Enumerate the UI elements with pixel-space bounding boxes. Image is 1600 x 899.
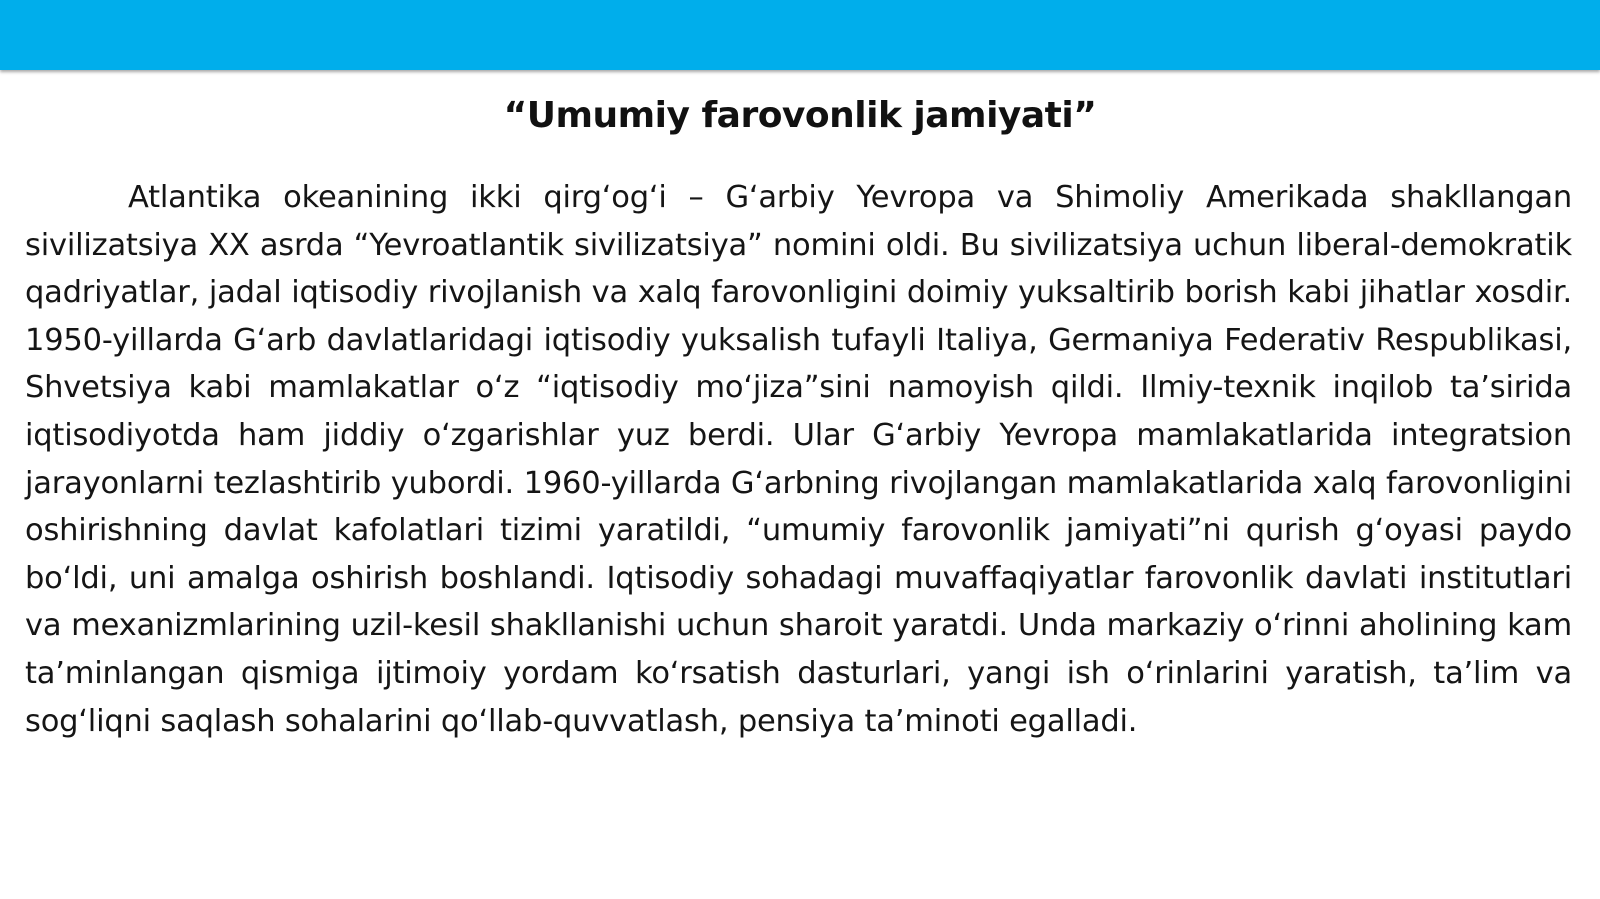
header-bar [0, 0, 1600, 70]
slide-title: “Umumiy farovonlik jamiyati” [503, 95, 1097, 136]
body-paragraph: Atlantika okeanining ikki qirgʻogʻi – Gʻarbiy Yevropa va Shimoliy Amerikada shakllangan sivilizatsiya XX asrda “Yevroatlantik sivilizatsiya” nomini oldi. Bu sivilizatsiya uchun liberal-demokratik qadriyatlar, jadal iqtisodiy rivojlanish va xalq farovonligini doimiy yuksaltirib borish kabi jihatlar xosdir. 1950-yillarda Gʻarb davlatlaridagi iqtisodiy yuksalish tufayli Italiya, Germaniya Federativ Respublikasi, Shvetsiya kabi mamlakatlar oʻz “iqtisodiy moʻjiza”sini namoyish qildi. Ilmiy-texnik inqilob ta’sirida iqtisodiyotda ham jiddiy oʻzgarishlar yuz berdi. Ular Gʻarbiy Yevropa mamlakatlarida integratsion jarayonlarni tezlashtirib yubordi. 1960-yillarda Gʻarbning rivojlangan mamlakatlarida xalq farovonligini oshirishning davlat kafolatlari tizimi yaratildi, “umumiy farovonlik jamiyati”ni qurish gʻoyasi paydo boʻldi, uni amalga oshirish boshlandi. Iqtisodiy sohadagi muvaffaqiyatlar farovonlik davlati institutlari va mexanizmlarining uzil-kesil shakllanishi uchun sharoit yaratdi. Unda markaziy oʻrinni aholining kam ta’minlangan qismiga ijtimoiy yordam koʻrsatish dasturlari, yangi ish oʻrinlarini yaratish, ta’lim va sogʻliqni saqlash sohalarini qoʻllab-quvvatlash, pensiya ta’minoti egalladi. [25, 180, 1572, 739]
